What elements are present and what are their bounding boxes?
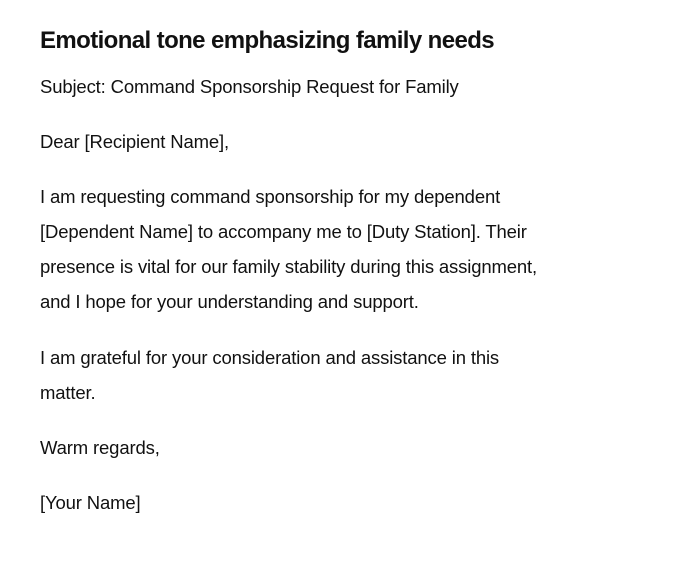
signature: [Your Name]	[40, 492, 141, 513]
body-paragraph-1	[40, 179, 537, 319]
body-paragraph-2-line: matter.	[40, 382, 96, 403]
body-paragraph-2-line: I am grateful for your consideration and assistance in this	[40, 347, 500, 368]
body-paragraph-2	[40, 340, 499, 410]
salutation: Dear [Recipient Name],	[40, 131, 229, 152]
body-paragraph-1-line: presence is vital for our family stability during this assignment,	[40, 256, 538, 277]
body-paragraph-1-line: and I hope for your understanding and support.	[40, 291, 419, 312]
subject-line: Subject: Command Sponsorship Request for Family	[40, 76, 459, 97]
body-paragraph-1-line: [Dependent Name] to accompany me to [Duty Station]. Their	[40, 221, 527, 242]
body-paragraph-1-line: I am requesting command sponsorship for my dependent	[40, 186, 501, 207]
closing: Warm regards,	[40, 437, 160, 458]
document-title: Emotional tone emphasizing family needs	[40, 27, 495, 54]
